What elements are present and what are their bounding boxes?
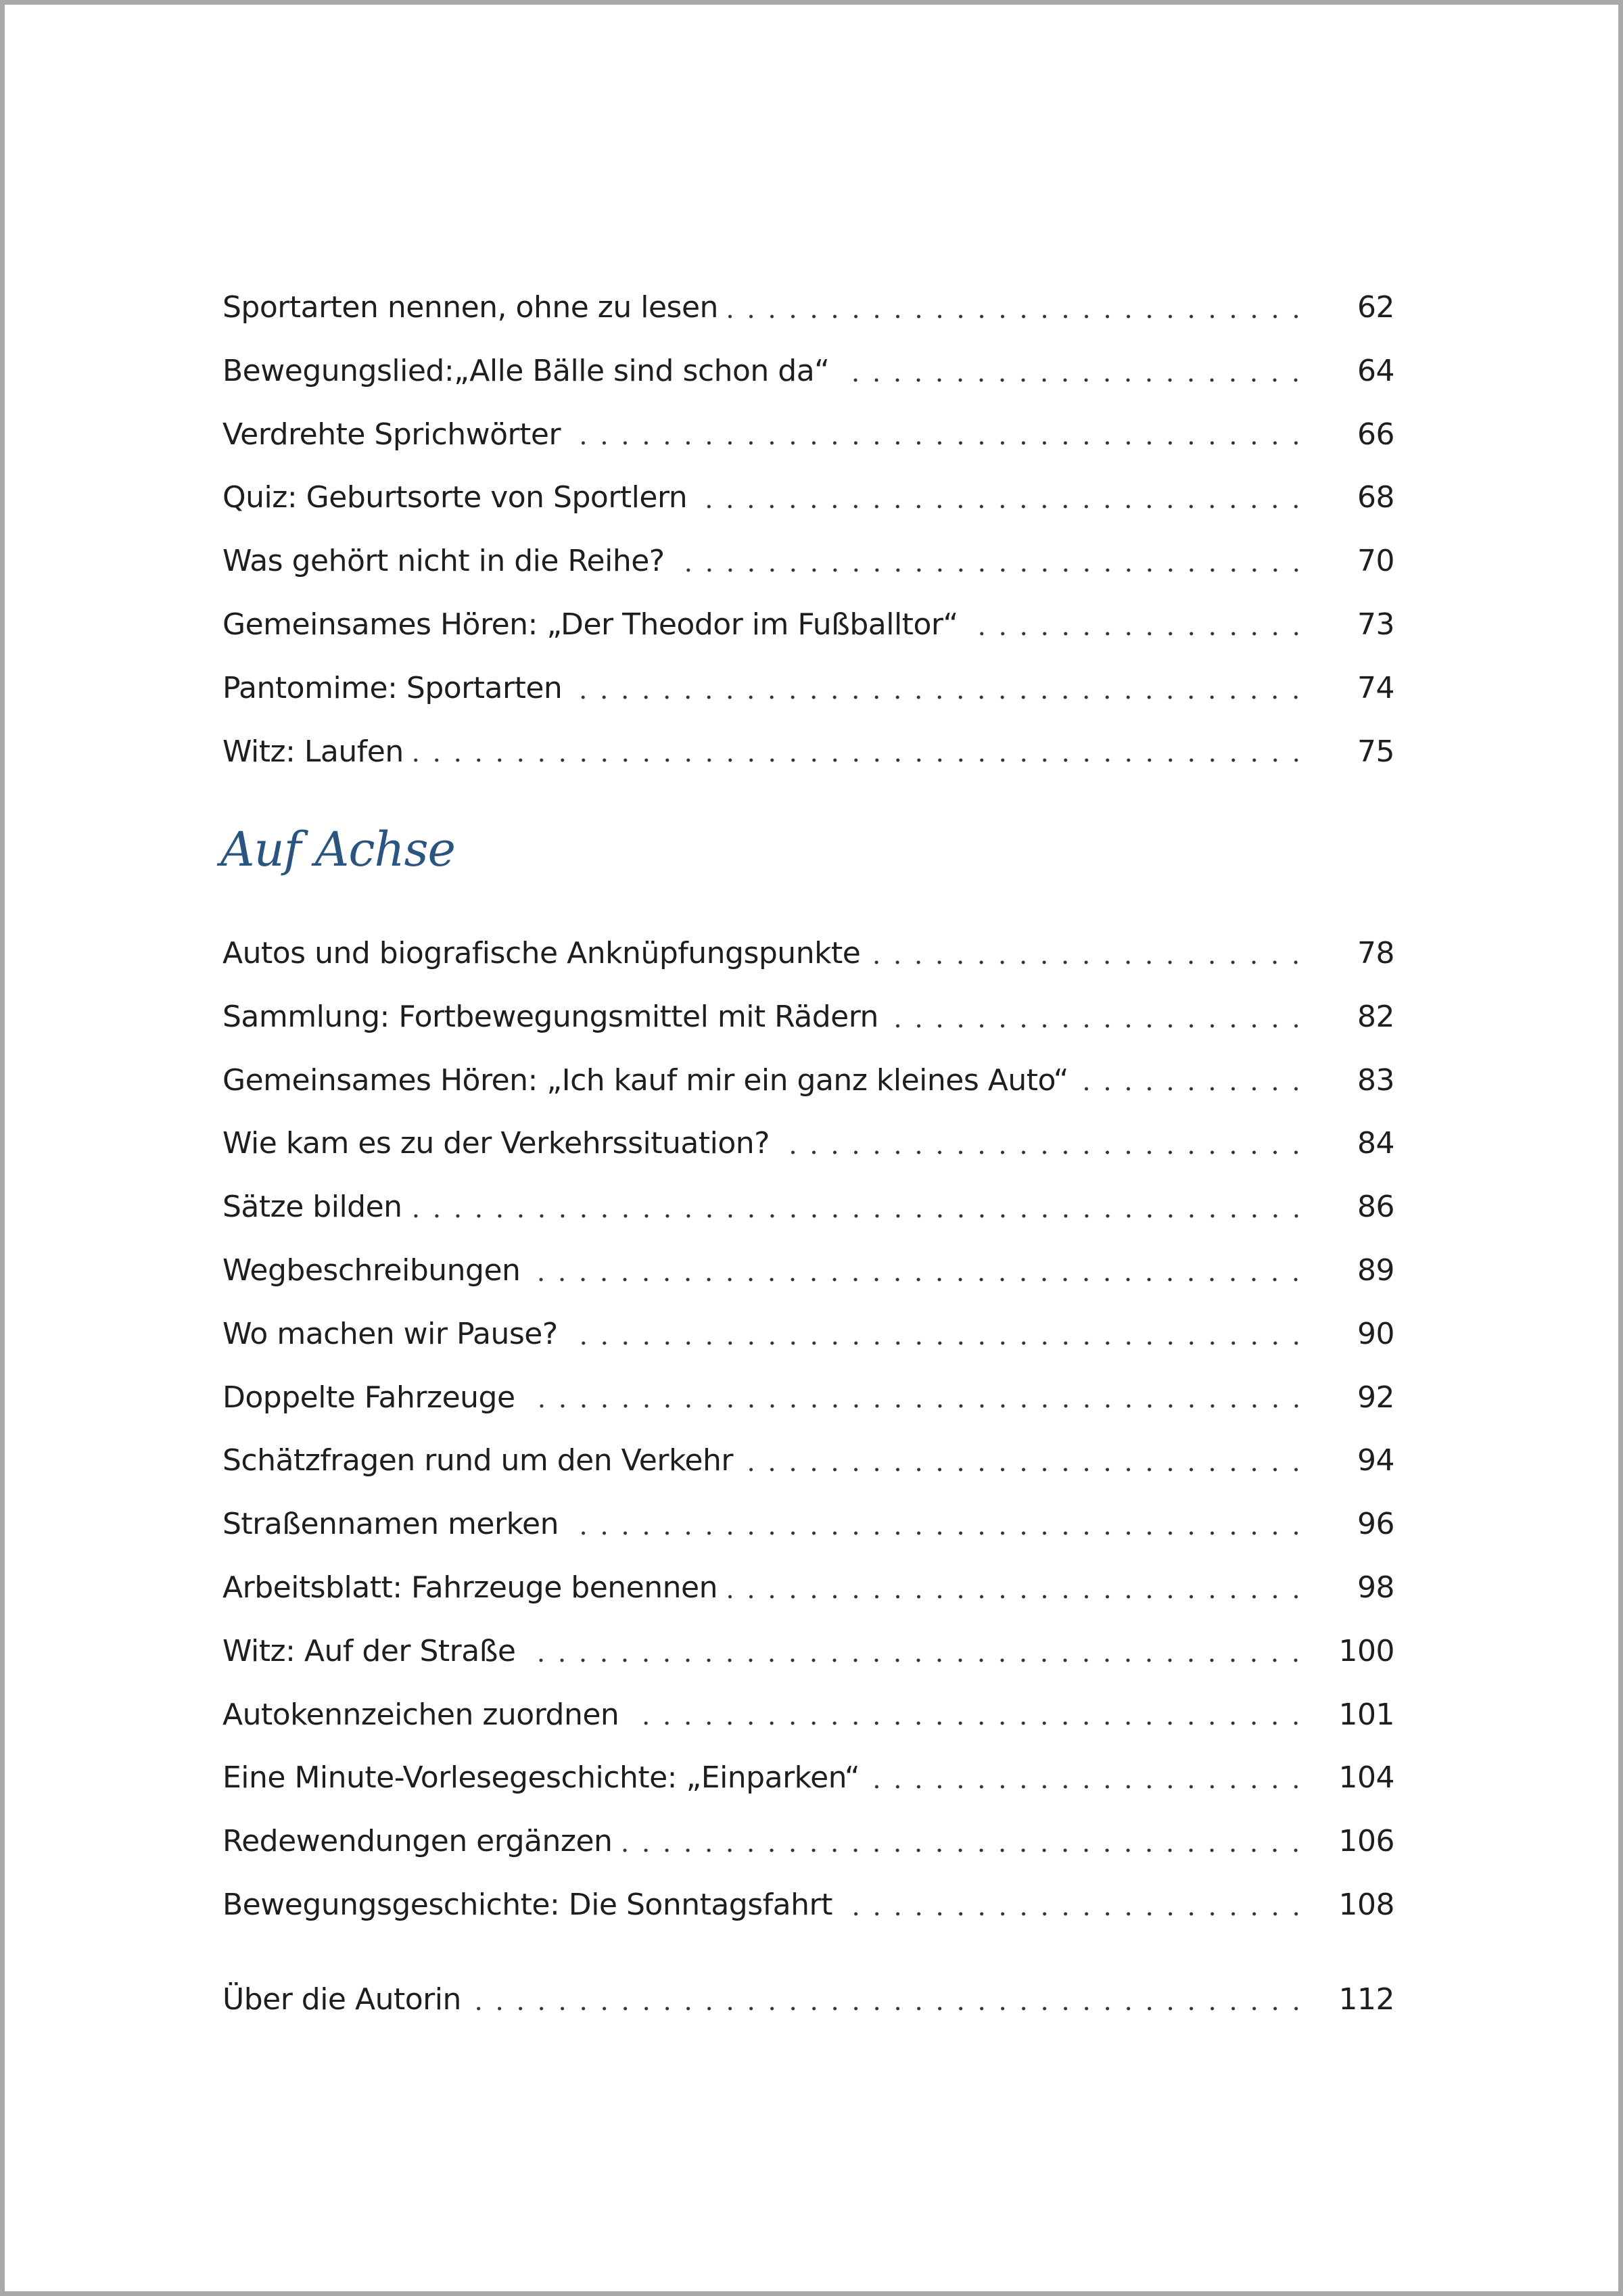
toc-entry-page: 100 [1338,1633,1394,1668]
dot-leader [621,1848,1307,1853]
dot-leader [870,960,1307,965]
toc-entry-title: Straßennamen merken [222,1507,559,1542]
toc-entry[interactable] [222,1746,1394,1810]
toc-entry-page: 66 [1357,417,1394,452]
toc-entry[interactable] [222,1556,1394,1620]
dot-leader [570,440,1307,446]
toc-entry-page: 70 [1357,544,1394,579]
toc-entry-title: Witz: Laufen [222,734,404,769]
toc-entry-title: Wo machen wir Pause? [222,1316,558,1351]
toc-entry[interactable] [222,1810,1394,1873]
toc-entry-page: 92 [1357,1380,1394,1415]
toc-entry-page: 108 [1338,1887,1394,1922]
dot-leader [628,1720,1307,1726]
toc-entry-page: 73 [1357,607,1394,642]
toc-entry-title: Schätzfragen rund um den Verkehr [222,1443,733,1478]
dot-leader [869,1784,1307,1789]
toc-entry-title: Bewegungslied:„Alle Bälle sind schon da“ [222,353,830,388]
toc-entry[interactable] [222,1112,1394,1175]
toc-section-sport [222,276,1394,783]
toc-entry-title: Was gehört nicht in die Reihe? [222,544,665,579]
toc-entry-page: 82 [1357,999,1394,1034]
toc-entry[interactable] [222,657,1394,720]
toc-entry-page: 89 [1357,1252,1394,1288]
dot-leader [471,2006,1307,2011]
toc-entry-page: 96 [1357,1507,1394,1542]
toc-entry-title: Gemeinsames Hören: „Ich kauf mir ein ganz kleines Auto“ [222,1062,1069,1098]
dot-leader [413,757,1307,763]
toc-entry-page: 86 [1357,1190,1394,1225]
section-heading: Auf Achse [220,822,455,877]
toc-entry[interactable] [222,1873,1394,1937]
toc-entry[interactable] [222,1493,1394,1556]
toc-entry-title: Quiz: Geburtsorte von Sportlern [222,480,688,515]
toc-entry-page: 106 [1338,1824,1394,1859]
toc-entry[interactable] [222,1429,1394,1493]
dot-leader [530,1277,1307,1282]
toc-entry-title: Über die Autorin [222,1982,461,2017]
toc-entry-page: 104 [1338,1760,1394,1796]
dot-leader [728,314,1307,319]
dot-leader [743,1467,1307,1472]
dot-leader [1078,1086,1307,1092]
toc-entry[interactable] [222,720,1394,784]
toc-entry-title: Redewendungen ergänzen [222,1824,613,1859]
dot-leader [567,1340,1307,1346]
toc-entry[interactable] [222,1620,1394,1683]
toc-entry-title: Doppelte Fahrzeuge [222,1380,515,1415]
toc-entry[interactable] [222,593,1394,657]
toc-entry[interactable] [222,276,1394,339]
toc-entry[interactable] [222,1683,1394,1747]
toc-entry[interactable] [222,985,1394,1049]
toc-entry-title: Sportarten nennen, ohne zu lesen [222,290,718,325]
toc-section-appendix [222,1968,1394,2032]
dot-leader [525,1658,1307,1663]
toc-entry-page: 101 [1338,1697,1394,1732]
toc-entry-page: 68 [1357,480,1394,515]
toc-entry-title: Wie kam es zu der Verkehrssituation? [222,1126,770,1161]
toc-entry-title: Pantomime: Sportarten [222,670,563,705]
toc-entry-page: 94 [1357,1443,1394,1478]
dot-leader [568,1530,1307,1536]
toc-entry-page: 78 [1357,936,1394,970]
toc-section-auf-achse [222,922,1394,1937]
toc-entry-title: Bewegungsgeschichte: Die Sonntagsfahrt [222,1887,832,1922]
dot-leader [888,1023,1307,1029]
toc-entry-page: 74 [1357,670,1394,705]
toc-entry[interactable] [222,1049,1394,1112]
toc-entry-title: Eine Minute-Vorlesegeschichte: „Einparken“ [222,1760,860,1796]
toc-entry-page: 62 [1357,290,1394,325]
dot-leader [779,1150,1307,1155]
dot-leader [571,695,1307,700]
toc-entry[interactable] [222,1175,1394,1239]
toc-entry-title: Sätze bilden [222,1190,402,1225]
toc-entry[interactable] [222,1239,1394,1303]
toc-entry-page: 83 [1357,1062,1394,1098]
toc-entry[interactable] [222,1366,1394,1430]
dot-leader [525,1403,1307,1409]
dot-leader [697,504,1307,509]
toc-entry-title: Arbeitsblatt: Fahrzeuge benennen [222,1570,718,1605]
toc-entry-page: 90 [1357,1316,1394,1351]
toc-entry-page: 112 [1338,1982,1394,2017]
dot-leader [839,377,1307,383]
toc-entry-title: Witz: Auf der Straße [222,1633,516,1668]
toc-entry[interactable] [222,339,1394,403]
toc-entry-title: Wegbeschreibungen [222,1252,521,1288]
toc-entry-title: Autokennzeichen zuordnen [222,1697,619,1732]
toc-entry[interactable] [222,530,1394,593]
toc-entry-title: Sammlung: Fortbewegungsmittel mit Rädern [222,999,878,1034]
toc-entry[interactable] [222,466,1394,530]
dot-leader [412,1213,1307,1219]
dot-leader [968,631,1307,636]
dot-leader [727,1594,1307,1599]
toc-entry[interactable] [222,922,1394,985]
toc-entry[interactable] [222,1303,1394,1366]
toc-entry-title: Verdrehte Sprichwörter [222,417,561,452]
toc-entry-page: 64 [1357,353,1394,388]
toc-entry[interactable] [222,403,1394,467]
toc-entry-title: Gemeinsames Hören: „Der Theodor im Fußballtor“ [222,607,958,642]
dot-leader [674,567,1307,573]
dot-leader [842,1911,1307,1917]
toc-entry-page: 98 [1357,1570,1394,1605]
toc-entry[interactable] [222,1968,1394,2032]
toc-entry-page: 84 [1357,1126,1394,1161]
toc-entry-title: Autos und biografische Anknüpfungspunkte [222,936,861,970]
toc-entry-page: 75 [1357,734,1394,769]
